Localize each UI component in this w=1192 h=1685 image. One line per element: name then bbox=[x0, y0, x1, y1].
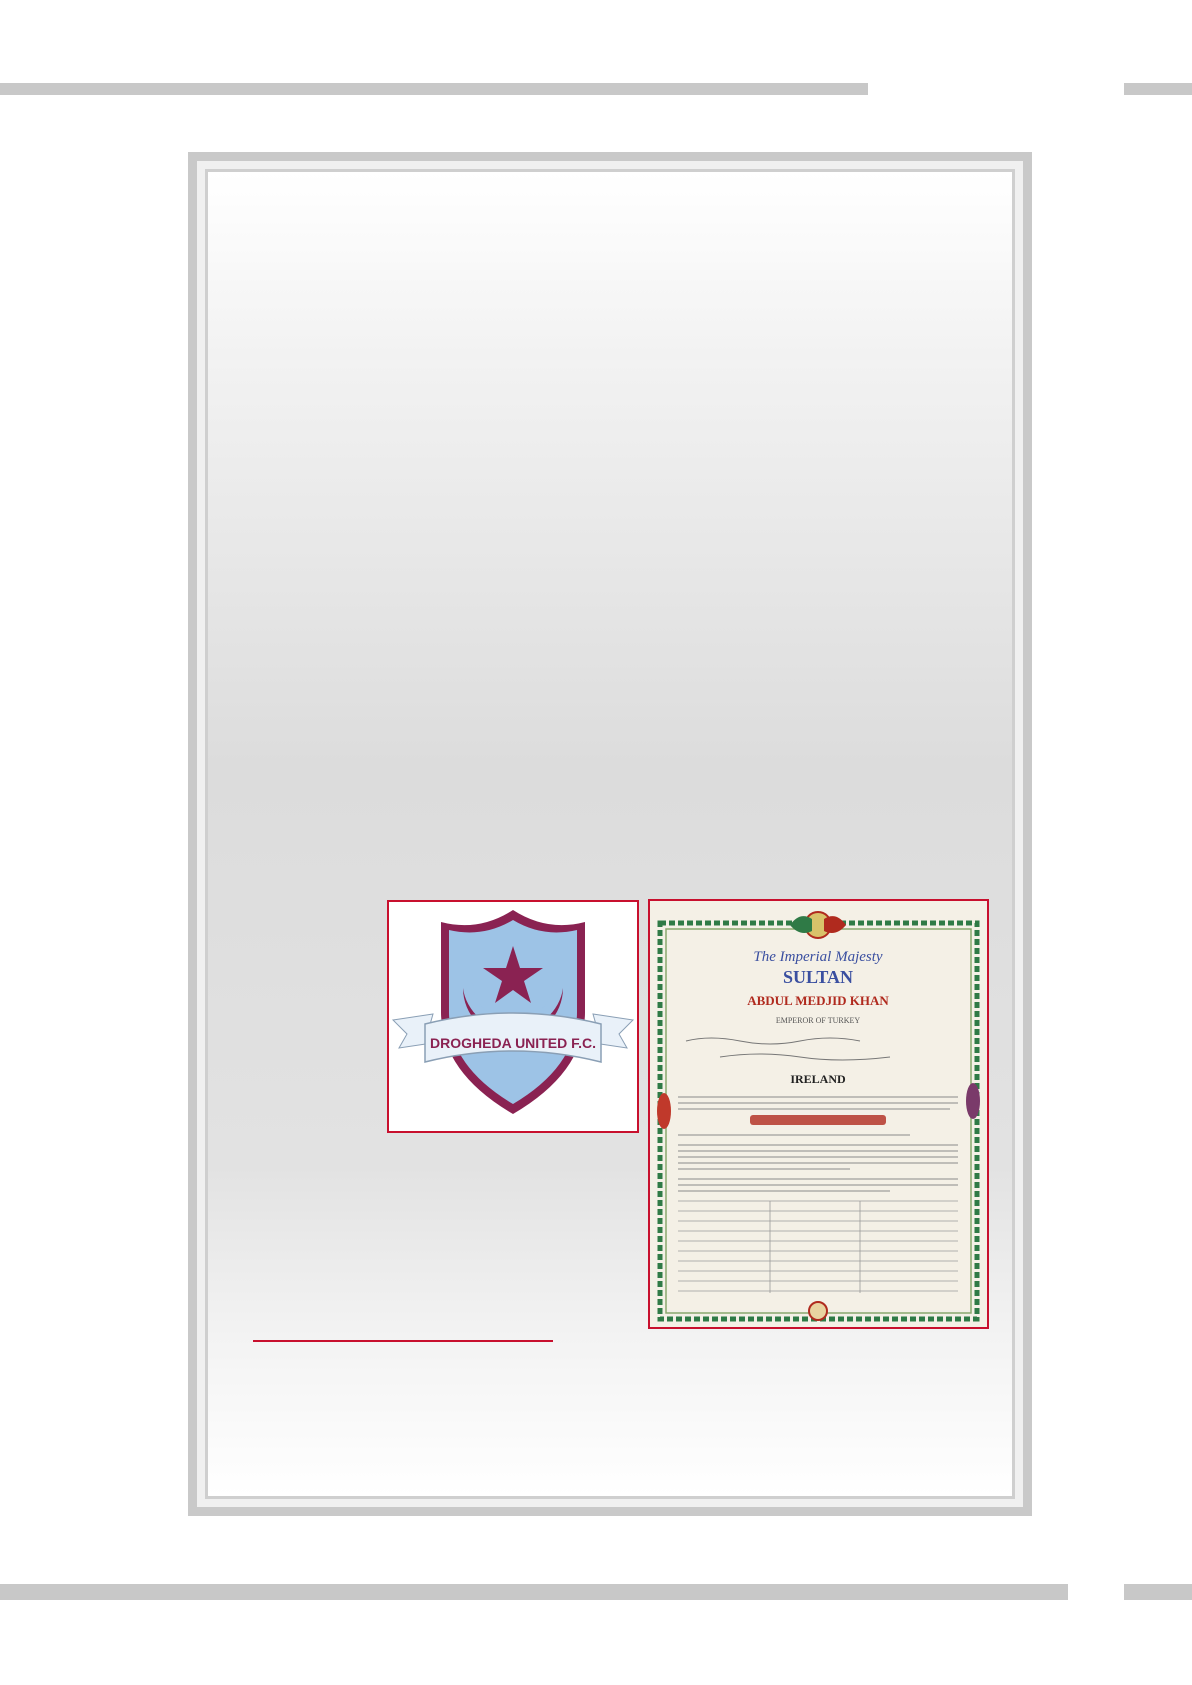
footer-rule-stub bbox=[1124, 1584, 1192, 1600]
crest-banner-text: DROGHEDA UNITED F.C. bbox=[430, 1035, 596, 1051]
header-rule-stub bbox=[1124, 83, 1192, 95]
document-heading-line-1: The Imperial Majesty bbox=[753, 949, 883, 965]
document-heading-line-3: ABDUL MEDJID KHAN bbox=[747, 993, 889, 1008]
crest-graphic bbox=[389, 902, 637, 1131]
illuminated-document-image bbox=[648, 899, 989, 1329]
header-rule bbox=[0, 83, 868, 95]
document-section-title: IRELAND bbox=[790, 1072, 846, 1086]
footer-rule bbox=[0, 1584, 1068, 1600]
document-graphic bbox=[650, 901, 987, 1327]
document-heading-line-2: SULTAN bbox=[782, 967, 854, 987]
crest-image bbox=[387, 900, 639, 1133]
document-heading-line-4: EMPEROR OF TURKEY bbox=[775, 1016, 861, 1025]
red-underline-rule bbox=[253, 1340, 553, 1342]
